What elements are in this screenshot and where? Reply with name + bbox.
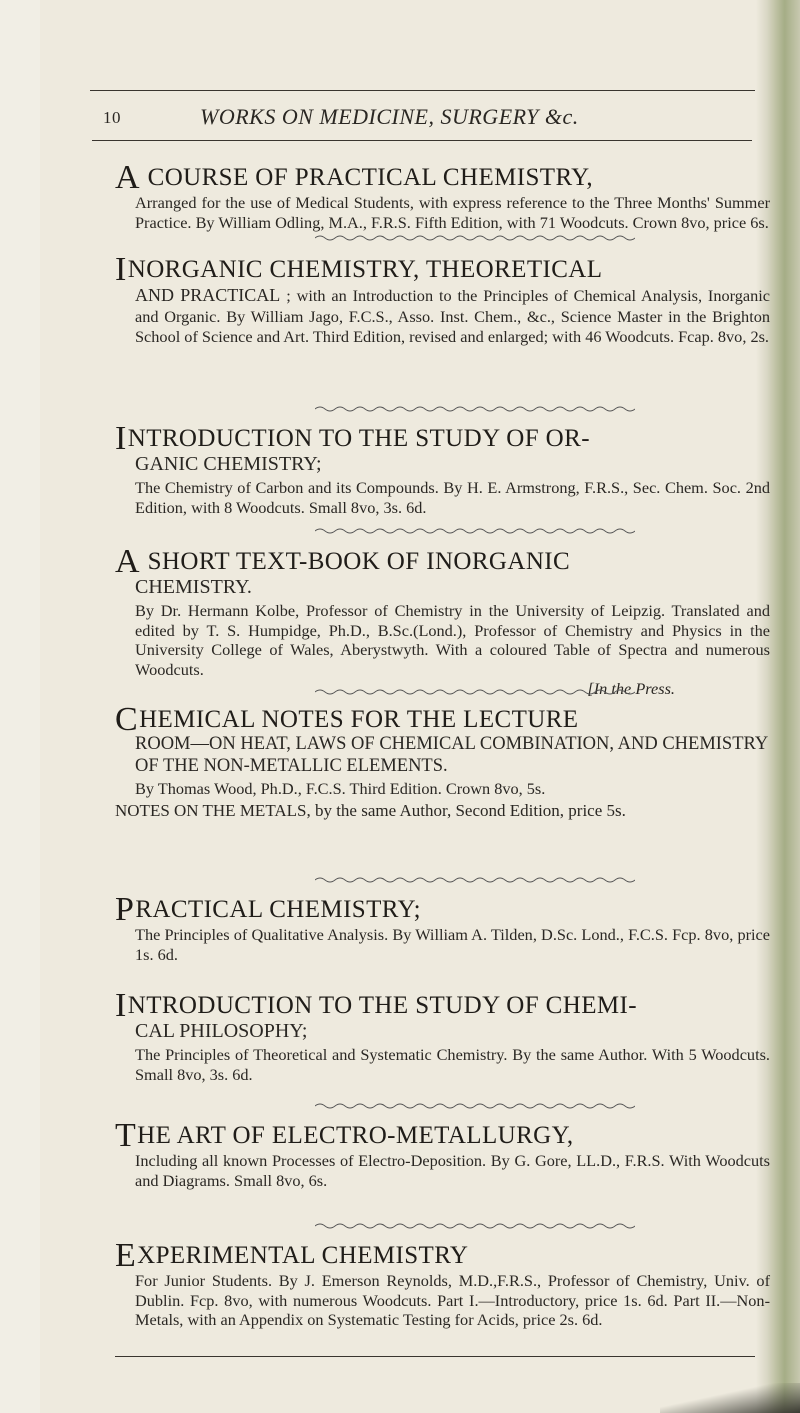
- catalog-entry: [115, 701, 770, 820]
- entry-description: AND PRACTICAL ; with an Introduction to the Principles of Chemical Analysis, Inorganic and Organic. By William Jago, F.C.S., Asso. Inst. Chem., &c., Science Master in the Brighton School of Science and Art. Third Edition, revised and enlarged; with 46 Woodcuts. Fcap. 8vo, 2s.: [135, 285, 770, 346]
- drop-initial: I: [115, 420, 127, 457]
- top-rule: [90, 90, 755, 91]
- drop-initial: P: [115, 891, 135, 928]
- wavy-divider: [315, 1102, 635, 1110]
- press-note: [In the Press.: [587, 679, 675, 698]
- catalog-entry: [115, 1237, 770, 1330]
- drop-initial: C: [115, 701, 139, 738]
- entry-description: By Thomas Wood, Ph.D., F.C.S. Third Edition. Crown 8vo, 5s.: [135, 779, 546, 798]
- page-number: 10: [103, 108, 121, 127]
- entry-description: The Principles of Theoretical and Systematic Chemistry. By the same Author. With 5 Woodcuts. Small 8vo, 3s. 6d.: [135, 1045, 770, 1084]
- entry-description: The Chemistry of Carbon and its Compounds. By H. E. Armstrong, F.R.S., Sec. Chem. Soc. 2nd Edition, with 8 Woodcuts. Small 8vo, 3s. 6d.: [135, 478, 770, 517]
- wavy-divider: [315, 405, 635, 413]
- drop-initial: I: [115, 987, 127, 1024]
- catalog-entry: [115, 159, 770, 232]
- entry-title-cont: ROOM—ON HEAT, LAWS OF CHEMICAL COMBINATION, AND CHEMISTRY OF THE NON-METALLIC ELEMENTS.: [135, 734, 768, 776]
- entry-title: THE ART OF ELECTRO-METALLURGY,: [115, 1117, 574, 1154]
- bottom-rule: [115, 1356, 755, 1357]
- entry-title: A SHORT TEXT-BOOK OF INORGANIC: [115, 543, 571, 580]
- wavy-divider: [315, 876, 635, 884]
- header-rule: [92, 140, 752, 141]
- entry-title: INTRODUCTION TO THE STUDY OF CHEMI-: [115, 987, 637, 1024]
- entry-extra: NOTES ON THE METALS, by the same Author, Second Edition, price 5s.: [115, 800, 626, 820]
- running-header: [103, 104, 763, 134]
- wavy-divider: [315, 527, 635, 535]
- page-corner-shadow: [660, 1383, 800, 1413]
- entry-title: PRACTICAL CHEMISTRY;: [115, 891, 421, 928]
- catalog-entry: [115, 543, 770, 699]
- drop-initial: I: [115, 251, 127, 288]
- drop-initial: A: [115, 159, 140, 196]
- entry-title-cont: CAL PHILOSOPHY;: [135, 1020, 308, 1042]
- entry-description: Including all known Processes of Electro-Deposition. By G. Gore, LL.D., F.R.S. With Woodcuts and Diagrams. Small 8vo, 6s.: [135, 1151, 770, 1190]
- running-title: WORKS ON MEDICINE, SURGERY &c.: [200, 104, 579, 129]
- entry-title: INORGANIC CHEMISTRY, THEORETICAL: [115, 251, 603, 288]
- entry-title: INTRODUCTION TO THE STUDY OF OR-: [115, 420, 590, 457]
- wavy-divider: [315, 234, 635, 242]
- entry-description: Arranged for the use of Medical Students, with express reference to the Three Months' Summer Practice. By William Odling, M.A., F.R.S. Fifth Edition, with 71 Woodcuts. Crown 8vo, price 6s.: [135, 193, 770, 232]
- catalog-entry: [115, 1117, 770, 1190]
- catalog-entry: [115, 891, 770, 964]
- entry-description: The Principles of Qualitative Analysis. By William A. Tilden, D.Sc. Lond., F.C.S. Fcp. 8vo, price 1s. 6d.: [135, 925, 770, 964]
- entry-title: CHEMICAL NOTES FOR THE LECTURE: [115, 701, 579, 738]
- entry-title-cont: GANIC CHEMISTRY;: [135, 453, 322, 475]
- drop-initial: E: [115, 1237, 137, 1274]
- entry-title: A COURSE OF PRACTICAL CHEMISTRY,: [115, 159, 594, 196]
- wavy-divider: [315, 1222, 635, 1230]
- entry-description: By Dr. Hermann Kolbe, Professor of Chemistry in the University of Leipzig. Translated and edited by T. S. Humpidge, Ph.D., B.Sc.(Lond.), Professor of Chemistry and Physics in the University College of Wales, Aberystwyth. With a coloured Table of Spectra and numerous Woodcuts. [In the Press.: [135, 601, 770, 698]
- entry-title: EXPERIMENTAL CHEMISTRY: [115, 1237, 469, 1274]
- drop-initial: T: [115, 1117, 137, 1154]
- catalog-entry: [115, 420, 770, 517]
- entry-description: For Junior Students. By J. Emerson Reynolds, M.D.,F.R.S., Professor of Chemistry, Univ. of Dublin. Fcp. 8vo, with numerous Woodcuts. Part I.—Introductory, price 1s. 6d. Part II.—Non-Metals, with an Appendix on Systematic Testing for Acids, price 2s. 6d.: [135, 1271, 770, 1329]
- drop-initial: A: [115, 543, 140, 580]
- catalog-entry: [115, 251, 770, 346]
- entry-title-cont: CHEMISTRY.: [135, 576, 252, 598]
- wavy-divider: [315, 688, 635, 696]
- catalog-entry: [115, 987, 770, 1084]
